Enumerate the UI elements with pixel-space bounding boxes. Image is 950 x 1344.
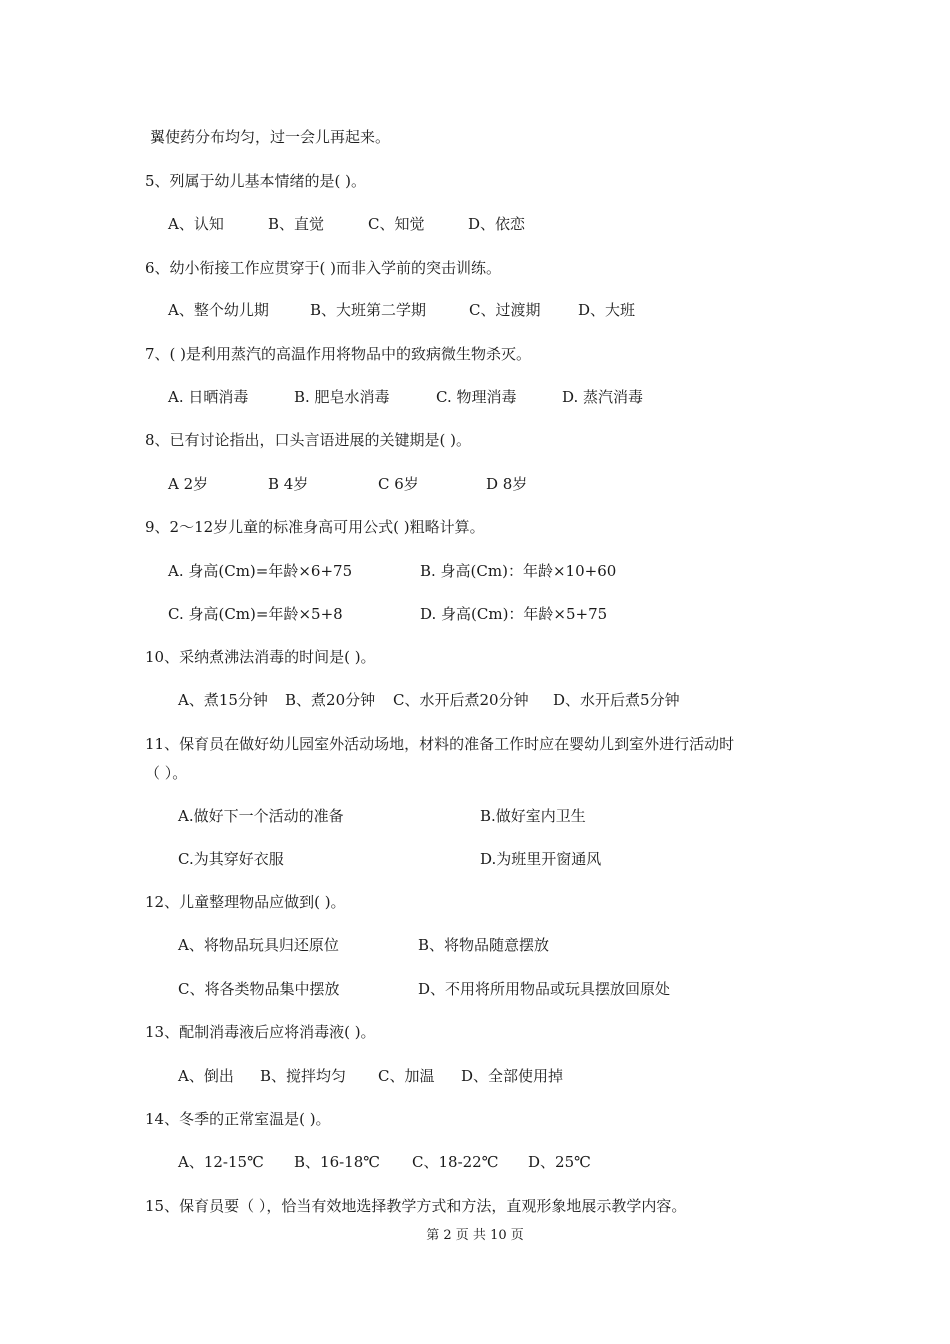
option-a: A、倒出	[178, 1067, 234, 1085]
question-11-stem-continued: （ ）。	[145, 764, 188, 782]
option-c: C.为其穿好衣服	[178, 850, 284, 868]
option-b: B. 肥皂水消毒	[294, 388, 390, 406]
option-c: C、18-22℃	[412, 1153, 499, 1171]
option-b: B、搅拌均匀	[260, 1067, 347, 1085]
option-b: B. 身高(Cm)：年龄×10+60	[420, 562, 617, 580]
option-a: A、认知	[168, 215, 224, 233]
question-14-options	[178, 1152, 798, 1172]
question-11-options-row1	[178, 806, 798, 826]
footer-prefix: 第	[426, 1228, 440, 1243]
option-b: B.做好室内卫生	[480, 807, 586, 825]
option-d: D、水开后煮5分钟	[553, 691, 680, 709]
question-9-options-row1	[168, 561, 788, 581]
option-d: D、大班	[578, 301, 636, 319]
question-7-options	[168, 387, 768, 407]
question-8-options	[168, 474, 768, 494]
option-a: A、将物品玩具归还原位	[178, 936, 339, 954]
page-number: 2	[443, 1228, 452, 1243]
option-a: A、整个幼儿期	[168, 301, 269, 319]
option-a: A 2岁	[168, 475, 209, 493]
option-d: D 8岁	[486, 475, 528, 493]
question-9-options-row2	[168, 604, 788, 624]
option-d: D. 蒸汽消毒	[562, 388, 644, 406]
option-d: D、不用将所用物品或玩具摆放回原处	[418, 980, 671, 998]
option-c: C. 物理消毒	[436, 388, 517, 406]
option-a: A、煮15分钟	[178, 691, 268, 709]
question-6-stem: 6、幼小衔接工作应贯穿于( )而非入学前的突击训练。	[145, 259, 502, 277]
option-c: C、知觉	[368, 215, 425, 233]
question-10-options	[178, 690, 798, 710]
option-c: C、水开后煮20分钟	[393, 691, 529, 709]
question-7-stem: 7、( )是利用蒸汽的高温作用将物品中的致病微生物杀灭。	[145, 345, 532, 363]
option-c: C. 身高(Cm)=年龄×5+8	[168, 605, 343, 623]
option-b: B、大班第二学期	[310, 301, 427, 319]
question-14-stem: 14、冬季的正常室温是( )。	[145, 1110, 331, 1128]
option-a: A.做好下一个活动的准备	[178, 807, 344, 825]
option-c: C、将各类物品集中摆放	[178, 980, 340, 998]
question-13-options	[178, 1066, 798, 1086]
option-d: D、25℃	[528, 1153, 591, 1171]
footer-suffix: 页	[510, 1228, 524, 1243]
question-11-stem: 11、保育员在做好幼儿园室外活动场地，材料的准备工作时应在婴幼儿到室外进行活动时	[145, 735, 735, 753]
carryover-text: 翼使药分布均匀，过一会儿再起来。	[150, 128, 391, 146]
total-pages: 10	[490, 1228, 507, 1243]
option-a: A、12-15℃	[178, 1153, 264, 1171]
question-15-stem: 15、保育员要（ ），恰当有效地选择教学方式和方法，直观形象地展示教学内容。	[145, 1197, 687, 1215]
option-b: B 4岁	[268, 475, 309, 493]
question-11-options-row2	[178, 849, 798, 869]
question-5-options	[168, 214, 768, 234]
question-12-stem: 12、儿童整理物品应做到( )。	[145, 893, 346, 911]
question-5-stem: 5、列属于幼儿基本情绪的是( )。	[145, 172, 367, 190]
option-d: D、依恋	[468, 215, 526, 233]
question-12-options-row2	[178, 979, 798, 999]
option-b: B、16-18℃	[294, 1153, 381, 1171]
question-12-options-row1	[178, 935, 798, 955]
option-a: A. 日晒消毒	[168, 388, 249, 406]
option-a: A. 身高(Cm)=年龄×6+75	[168, 562, 353, 580]
question-10-stem: 10、采纳煮沸法消毒的时间是( )。	[145, 648, 376, 666]
option-b: B、将物品随意摆放	[418, 936, 550, 954]
question-13-stem: 13、配制消毒液后应将消毒液( )。	[145, 1023, 376, 1041]
option-d: D. 身高(Cm)：年龄×5+75	[420, 605, 608, 623]
option-b: B、煮20分钟	[285, 691, 376, 709]
option-c: C、过渡期	[469, 301, 541, 319]
question-6-options	[168, 300, 768, 320]
footer-middle: 页 共	[455, 1228, 486, 1243]
option-c: C、加温	[378, 1067, 435, 1085]
option-d: D、全部使用掉	[461, 1067, 564, 1085]
option-c: C 6岁	[378, 475, 419, 493]
page-footer	[0, 1227, 950, 1245]
question-8-stem: 8、已有讨论指出，口头言语进展的关键期是( )。	[145, 431, 472, 449]
option-d: D.为班里开窗通风	[480, 850, 602, 868]
question-9-stem: 9、2～12岁儿童的标准身高可用公式( )粗略计算。	[145, 518, 485, 536]
option-b: B、直觉	[268, 215, 325, 233]
